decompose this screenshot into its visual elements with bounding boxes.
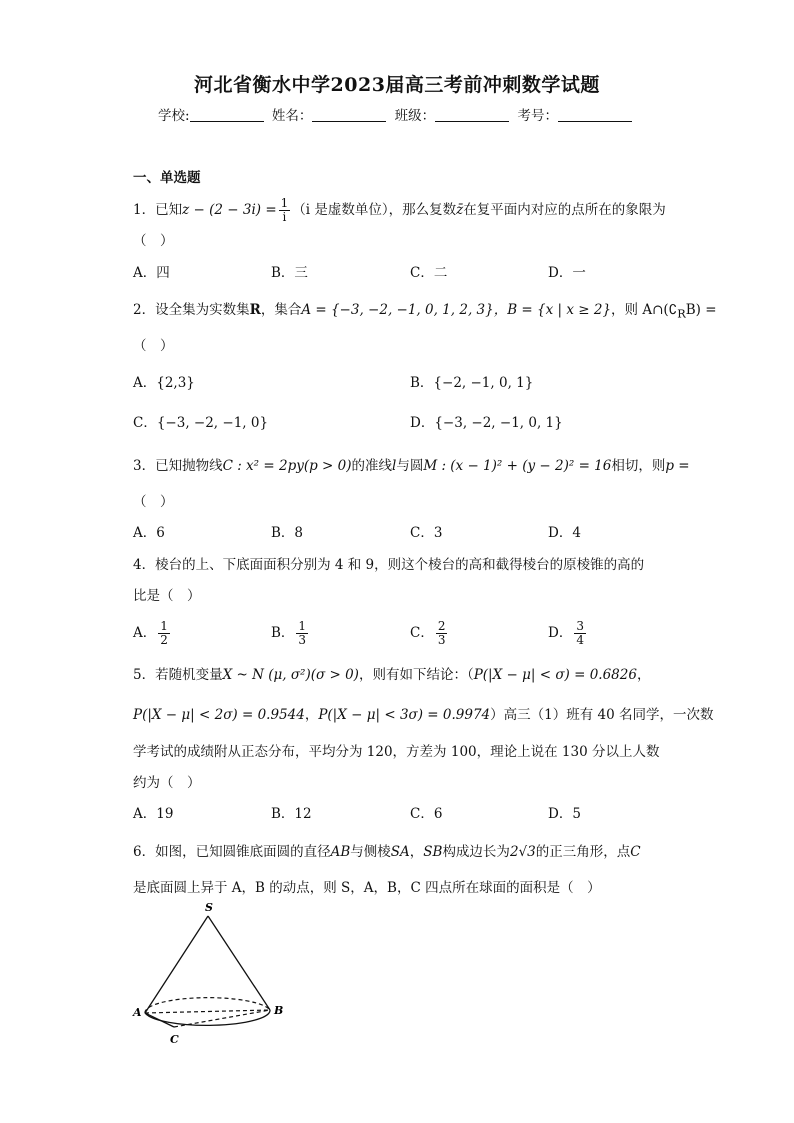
- q4-a-frac: [158, 620, 170, 647]
- label-A: A: [133, 1006, 142, 1019]
- q1-frac-den: i: [282, 210, 287, 224]
- q5-option-b[interactable]: B．12: [271, 806, 312, 822]
- q3-text4: 相切，则: [611, 458, 666, 474]
- q4-a-d: 2: [160, 633, 168, 647]
- q3-option-c[interactable]: C．3: [410, 525, 443, 541]
- q4-option-a[interactable]: [133, 620, 172, 647]
- chord-AC: [145, 1013, 174, 1027]
- q2-R: R: [249, 302, 261, 318]
- q6-SB: SB: [423, 844, 443, 860]
- q3-expr2: M : (x − 1)² + (y − 2)² = 16: [423, 458, 612, 474]
- q3-expr1: C : x² = 2py(p > 0): [222, 458, 352, 474]
- q5-l1a: 5．若随机变量: [133, 667, 223, 683]
- q4-c-n: 2: [437, 619, 446, 633]
- q3-paren: （ ）: [133, 494, 174, 510]
- cone-edge-SB: [208, 916, 270, 1010]
- q1-expr: z − (2 − 3i) =: [182, 202, 277, 218]
- q6-l1b: 与侧棱: [350, 844, 391, 860]
- q3-option-d[interactable]: D．4: [548, 525, 581, 541]
- q1-option-c[interactable]: C．二: [410, 265, 448, 281]
- q4-d-frac: [574, 620, 586, 647]
- diameter-AB: [145, 1010, 270, 1013]
- q5-line1: [133, 666, 650, 684]
- q2-option-d[interactable]: D．{−3, −2, −1, 0, 1}: [410, 415, 563, 431]
- class-label: 班级：: [394, 108, 436, 124]
- label-B: B: [274, 1004, 284, 1017]
- cone-edge-SA: [145, 916, 208, 1013]
- q2-text3: ，则 A∩(∁: [611, 302, 678, 318]
- q5-l1b: X ~ N (μ, σ²)(σ > 0): [222, 667, 359, 683]
- q1-paren: （ ）: [133, 233, 174, 249]
- q6-l1e: 的正三角形，点: [535, 844, 631, 860]
- q6-line2: 是底面圆上异于 A，B 的动点，则 S，A，B，C 四点所在球面的面积是（ ）: [133, 880, 601, 896]
- q2-sub: R: [677, 307, 686, 321]
- q1-text2: 在复平面内对应的点所在的象限为: [463, 202, 666, 218]
- q2-option-c[interactable]: C．{−3, −2, −1, 0}: [133, 415, 269, 431]
- q5-l2c: P(|X − μ| < 3σ) = 0.9974: [318, 707, 491, 723]
- q1-zbar: z̄: [456, 202, 464, 218]
- q4-c-d: 3: [437, 633, 446, 647]
- q6-C: C: [630, 844, 641, 860]
- q3-text1: 3．已知抛物线: [133, 458, 223, 474]
- q4-line1: 4．棱台的上、下底面面积分别为 4 和 9，则这个棱台的高和截得棱台的原棱锥的高的: [133, 557, 645, 573]
- q1-fraction: [279, 197, 291, 224]
- q5-line2: [133, 706, 714, 724]
- q2-paren: （ ）: [133, 338, 174, 354]
- q5-line4: 约为（ ）: [133, 775, 201, 791]
- q4-option-c[interactable]: [410, 620, 449, 647]
- q5-l1e: ，: [636, 667, 651, 683]
- q1-option-b[interactable]: B．三: [271, 265, 308, 281]
- q4-b-frac: [296, 620, 308, 647]
- q6-l1c: ，: [409, 844, 424, 860]
- q3-text3: 与圆: [396, 458, 424, 474]
- q6-len: 2√3: [509, 844, 536, 860]
- label-C: C: [170, 1033, 179, 1046]
- id-label: 考号：: [517, 108, 558, 124]
- base-front-arc: [145, 1010, 270, 1025]
- q3-text2: 的准线: [351, 458, 392, 474]
- q3-option-b[interactable]: B．8: [271, 525, 304, 541]
- q5-l2d: ）高三（1）班有 40 名同学，一次数: [490, 707, 714, 723]
- q4-d-d: 4: [576, 633, 584, 647]
- q5-option-a[interactable]: A．19: [133, 806, 174, 822]
- q5-line3: 学考试的成绩附从正态分布，平均分为 120，方差为 100，理论上说在 130 分以上人数: [133, 744, 660, 760]
- q5-l1c: ，则有如下结论：（: [358, 667, 474, 683]
- q1-frac-num: 1: [280, 196, 289, 210]
- name-blank[interactable]: [312, 109, 386, 122]
- q5-option-d[interactable]: D．5: [548, 806, 581, 822]
- exam-title: 河北省衡水中学2023届高三考前冲刺数学试题: [194, 74, 600, 96]
- class-blank[interactable]: [435, 109, 509, 122]
- student-info-line: [0, 104, 794, 124]
- id-blank[interactable]: [558, 109, 632, 122]
- school-blank[interactable]: [190, 109, 264, 122]
- cone-figure: [128, 896, 298, 1052]
- q1-option-a[interactable]: A．四: [133, 265, 170, 281]
- q3-l: l: [392, 458, 397, 474]
- q4-option-b[interactable]: [271, 620, 310, 647]
- q6-AB: AB: [330, 844, 351, 860]
- section-title: 一、单选题: [133, 170, 201, 186]
- q2-setA: A = {−3, −2, −1, 0, 1, 2, 3}: [301, 302, 494, 318]
- q4-c-label: C．: [410, 625, 434, 641]
- q4-option-d[interactable]: [548, 620, 588, 647]
- q6-l1a: 6．如图，已知圆锥底面圆的直径: [133, 844, 331, 860]
- q5-l1d: P(|X − μ| < σ) = 0.6826: [473, 667, 637, 683]
- q2-text2: ，集合: [260, 302, 302, 318]
- q3-stem: [133, 457, 690, 475]
- school-label: 学校:: [158, 108, 190, 124]
- q3-option-a[interactable]: A．6: [133, 525, 165, 541]
- q1-text: （i 是虚数单位），那么复数: [292, 202, 457, 218]
- cone-diagram: [128, 896, 298, 1048]
- q5-option-c[interactable]: C．6: [410, 806, 443, 822]
- q2-option-b[interactable]: B．{−2, −1, 0, 1}: [410, 375, 534, 391]
- q2-text1: 2．设全集为实数集: [133, 302, 250, 318]
- q1-number: 1．已知: [133, 202, 183, 218]
- q4-a-n: 1: [160, 619, 168, 633]
- q3-p: p =: [665, 458, 690, 474]
- q2-setB: ，B = {x | x ≥ 2}: [493, 302, 612, 318]
- q4-c-frac: [436, 620, 448, 647]
- q2-text4: B) =: [685, 302, 717, 318]
- q1-stem: [133, 197, 666, 224]
- q6-SA: SA: [390, 844, 410, 860]
- q4-b-label: B．: [271, 625, 295, 641]
- q6-l1d: 构成边长为: [442, 844, 510, 860]
- label-S: S: [205, 901, 213, 914]
- q5-l2a: P(|X − μ| < 2σ) = 0.9544: [133, 707, 305, 723]
- q4-line2: 比是（ ）: [133, 588, 201, 604]
- q2-stem: [133, 301, 717, 324]
- q5-l2b: ，: [304, 707, 319, 723]
- q4-b-n: 1: [298, 619, 307, 633]
- q4-d-label: D．: [548, 625, 573, 641]
- q2-option-a[interactable]: A．{2,3}: [133, 375, 195, 391]
- q4-b-d: 3: [298, 633, 307, 647]
- q4-d-n: 3: [576, 619, 584, 633]
- q1-option-d[interactable]: D．一: [548, 265, 586, 281]
- q4-a-label: A．: [133, 625, 157, 641]
- q6-line1: [133, 843, 641, 861]
- name-label: 姓名：: [271, 108, 313, 124]
